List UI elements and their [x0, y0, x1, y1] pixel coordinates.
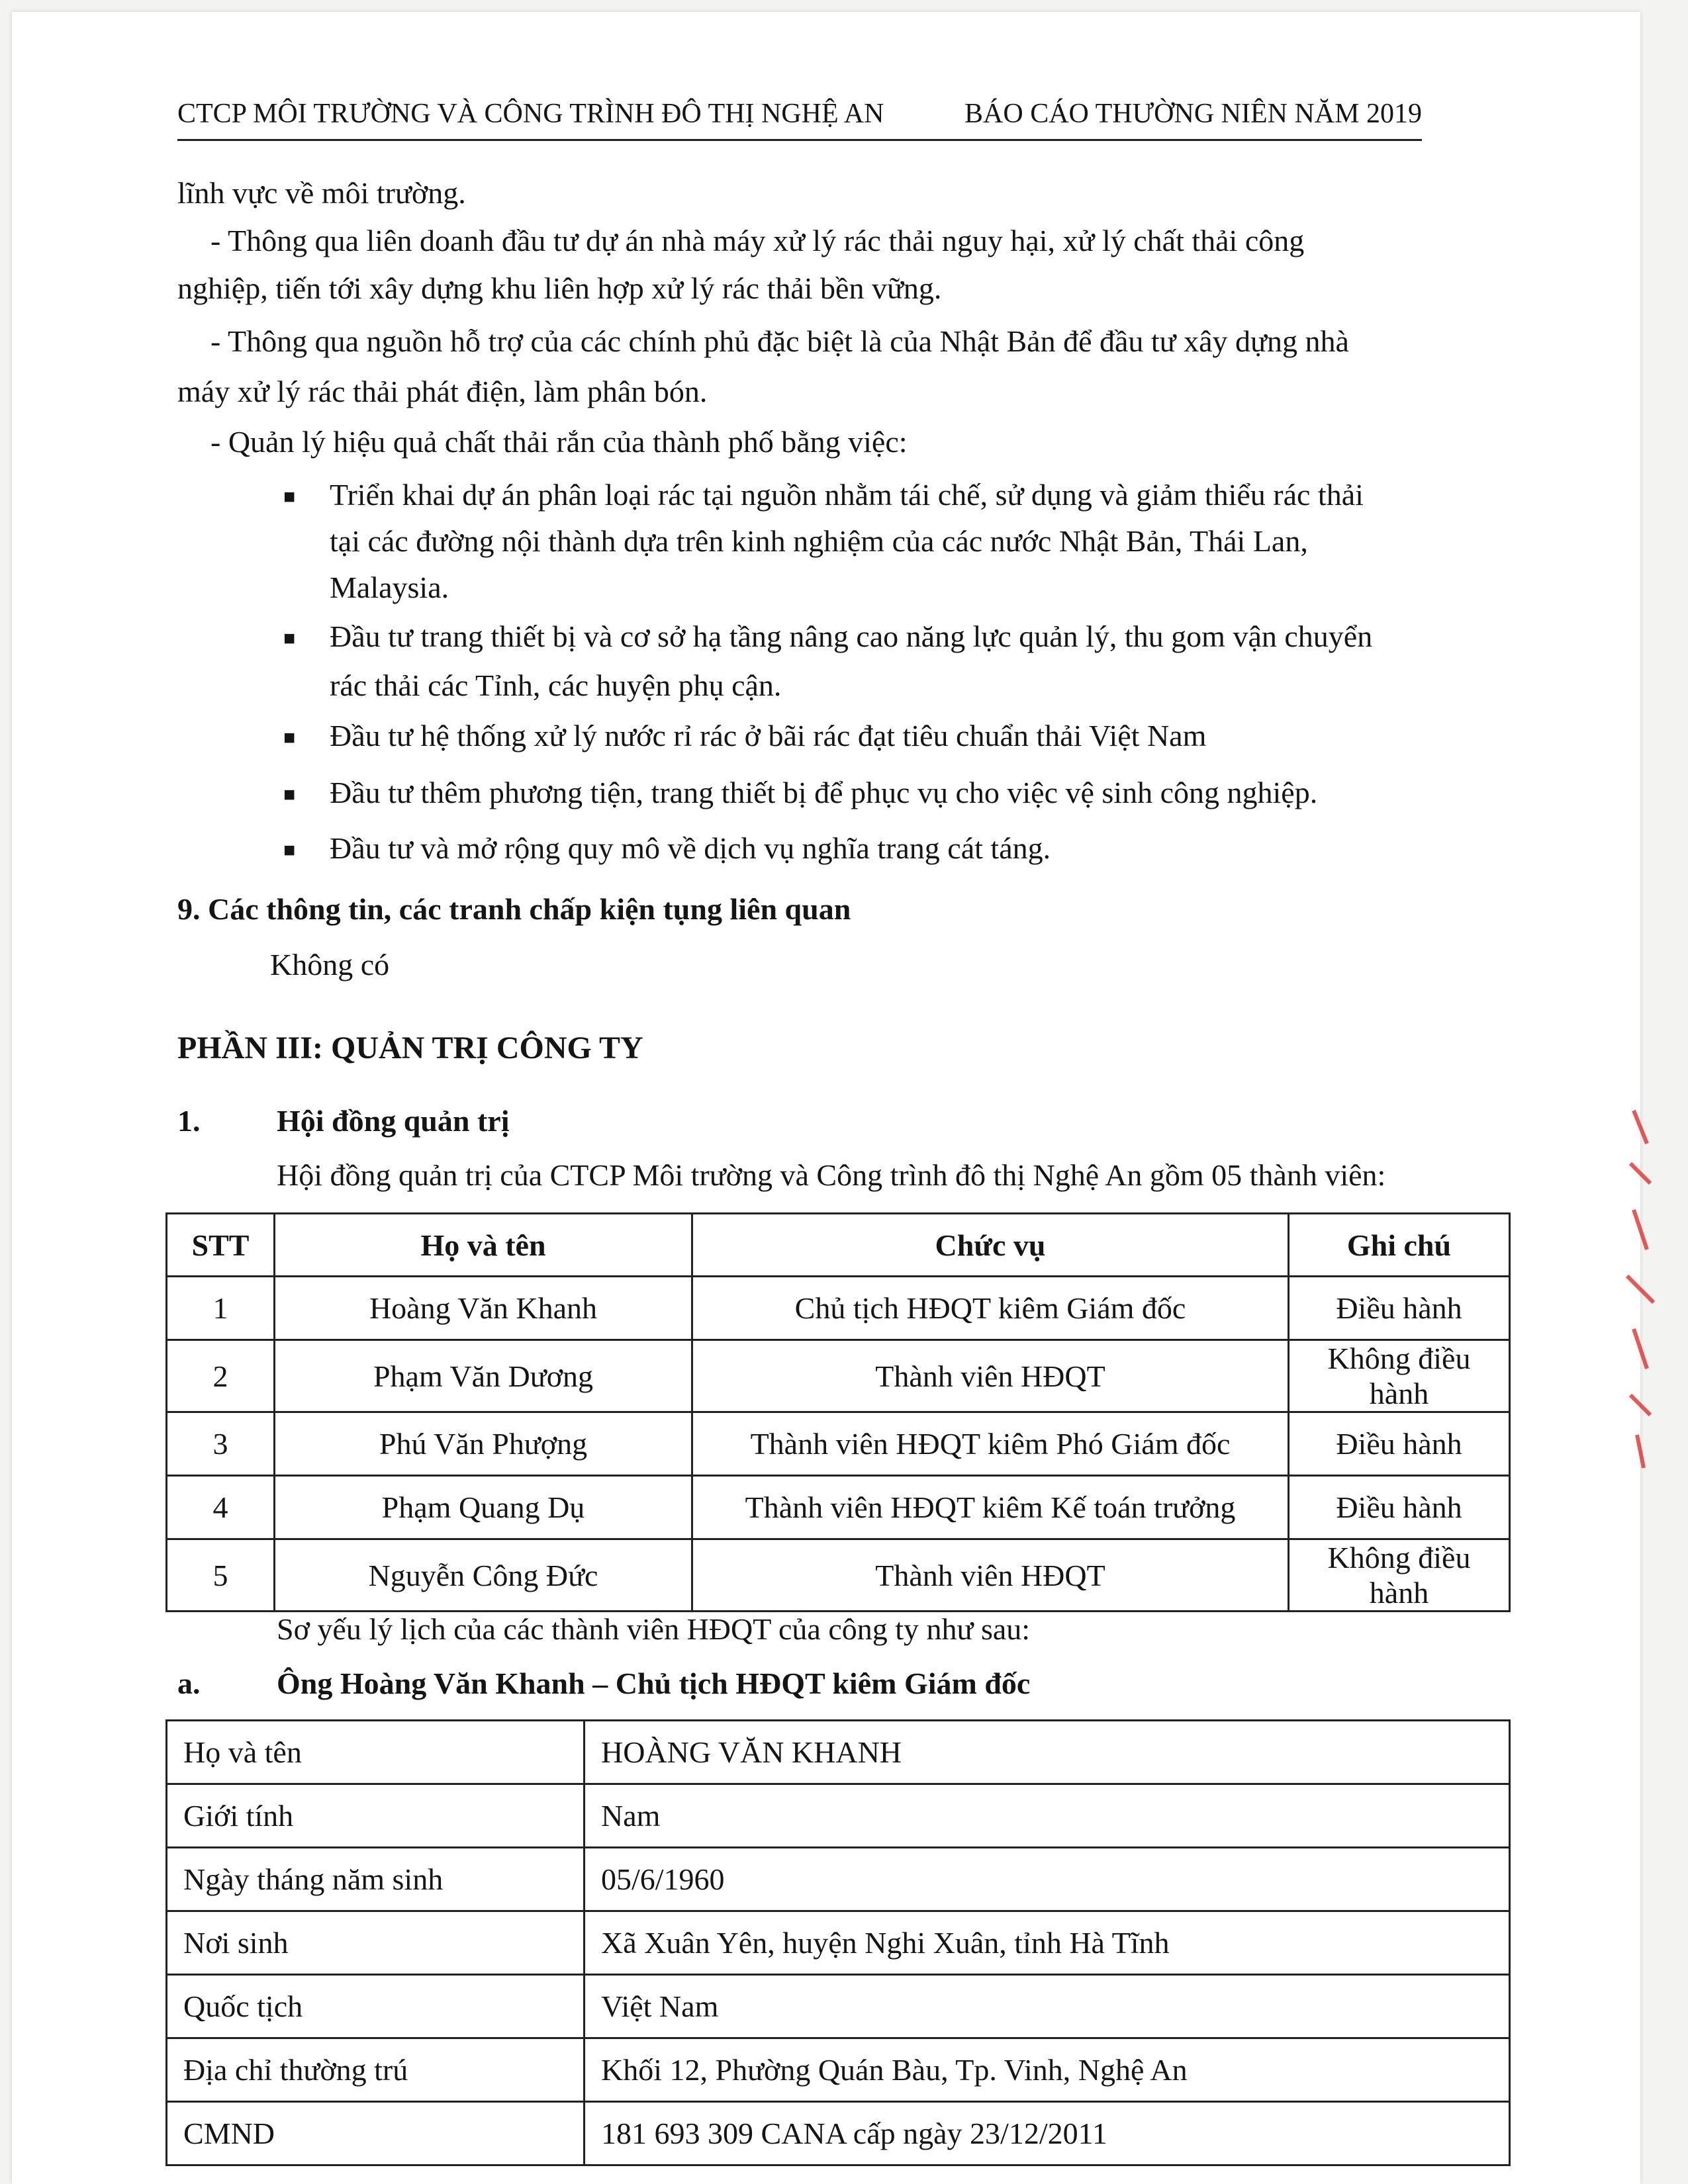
resume-a-title: Ông Hoàng Văn Khanh – Chủ tịch HĐQT kiêm Giám đốc — [277, 1666, 1031, 1700]
paragraph-joint-venture-2: nghiệp, tiến tới xây dựng khu liên hợp xử lý rác thải bền vững. — [177, 271, 942, 305]
bullet-5: Đầu tư và mở rộng quy mô về dịch vụ nghĩa trang cát táng. — [330, 831, 1051, 865]
resume-field-value: Khối 12, Phường Quán Bàu, Tp. Vinh, Nghệ An — [585, 2038, 1510, 2102]
resume-field-label: Địa chỉ thường trú — [167, 2038, 585, 2102]
column-header-name: Họ và tên — [275, 1214, 692, 1277]
resume-field-value: Xã Xuân Yên, huyện Nghi Xuân, tỉnh Hà Tĩnh — [585, 1911, 1510, 1975]
document-page — [12, 12, 1640, 2184]
bullet-square-icon: ■ — [283, 839, 296, 861]
resume-a-label: a. — [177, 1666, 201, 1700]
table-cell: Phạm Văn Dương — [275, 1340, 692, 1412]
table-cell: 4 — [167, 1476, 275, 1539]
table-cell: Không điều hành — [1289, 1539, 1510, 1612]
resume-table — [165, 1719, 1511, 2166]
table-cell: Điều hành — [1289, 1412, 1510, 1476]
resume-field-label: Nơi sinh — [167, 1911, 585, 1975]
table-cell: 5 — [167, 1539, 275, 1612]
resume-field-value: Nam — [585, 1784, 1510, 1848]
header-report-title: BÁO CÁO THƯỜNG NIÊN NĂM 2019 — [964, 99, 1422, 129]
table-cell: Không điều hành — [1289, 1340, 1510, 1412]
table-row — [167, 1476, 1510, 1539]
board-intro: Hội đồng quản trị của CTCP Môi trường và Công trình đô thị Nghệ An gồm 05 thành viên: — [277, 1158, 1386, 1192]
resume-intro: Sơ yếu lý lịch của các thành viên HĐQT của công ty như sau: — [277, 1612, 1031, 1646]
intro-line: lĩnh vực về môi trường. — [177, 176, 466, 210]
bullet-4: Đầu tư thêm phương tiện, trang thiết bị để phục vụ cho việc vệ sinh công nghiệp. — [330, 776, 1318, 809]
table-row — [167, 1721, 1510, 1784]
board-members-table — [165, 1212, 1511, 1612]
table-cell: 3 — [167, 1412, 275, 1476]
page-header — [177, 98, 1422, 141]
bullet-2-line-2: rác thải các Tỉnh, các huyện phụ cận. — [330, 668, 782, 702]
table-row — [167, 1784, 1510, 1848]
column-header-stt: STT — [167, 1214, 275, 1277]
paragraph-solid-waste: - Quản lý hiệu quả chất thải rắn của thành phố bằng việc: — [211, 425, 908, 459]
table-cell: 1 — [167, 1277, 275, 1340]
table-cell: Thành viên HĐQT — [692, 1340, 1289, 1412]
table-cell: Điều hành — [1289, 1277, 1510, 1340]
resume-field-label: Họ và tên — [167, 1721, 585, 1784]
bullet-square-icon: ■ — [283, 784, 296, 805]
paragraph-japan-support-2: máy xử lý rác thải phát điện, làm phân bón. — [177, 375, 708, 408]
resume-field-value: Việt Nam — [585, 1975, 1510, 2038]
stamp-icon — [1620, 1104, 1660, 1475]
table-cell: Chủ tịch HĐQT kiêm Giám đốc — [692, 1277, 1289, 1340]
bullet-3: Đầu tư hệ thống xử lý nước rỉ rác ở bãi rác đạt tiêu chuẩn thải Việt Nam — [330, 719, 1207, 752]
table-cell: Phú Văn Phượng — [275, 1412, 692, 1476]
table-cell: 2 — [167, 1340, 275, 1412]
table-cell: Nguyễn Công Đức — [275, 1539, 692, 1612]
red-stamp-mark — [1620, 1104, 1660, 1475]
section-1-heading: Hội đồng quản trị — [277, 1104, 510, 1138]
table-cell: Hoàng Văn Khanh — [275, 1277, 692, 1340]
header-company: CTCP MÔI TRƯỜNG VÀ CÔNG TRÌNH ĐÔ THỊ NGHỆ AN — [177, 99, 884, 129]
resume-field-label: Quốc tịch — [167, 1975, 585, 2038]
table-cell: Thành viên HĐQT kiêm Phó Giám đốc — [692, 1412, 1289, 1476]
resume-field-value: 181 693 309 CANA cấp ngày 23/12/2011 — [585, 2102, 1510, 2165]
column-header-note: Ghi chú — [1289, 1214, 1510, 1277]
table-row — [167, 2102, 1510, 2165]
table-row — [167, 1848, 1510, 1911]
table-cell: Phạm Quang Dụ — [275, 1476, 692, 1539]
bullet-square-icon: ■ — [283, 727, 296, 749]
resume-field-label: CMND — [167, 2102, 585, 2165]
section-9-heading: 9. Các thông tin, các tranh chấp kiện tụng liên quan — [177, 892, 851, 926]
resume-field-label: Giới tính — [167, 1784, 585, 1848]
bullet-1-line-3: Malaysia. — [330, 570, 449, 604]
table-row — [167, 1277, 1510, 1340]
bullet-square-icon: ■ — [283, 486, 296, 508]
paragraph-japan-support-1: - Thông qua nguồn hỗ trợ của các chính phủ đặc biệt là của Nhật Bản để đầu tư xây dựng nhà — [211, 324, 1349, 358]
table-header-row — [167, 1214, 1510, 1277]
bullet-2-line-1: Đầu tư trang thiết bị và cơ sở hạ tầng nâng cao năng lực quản lý, thu gom vận chuyển — [330, 619, 1373, 653]
table-row — [167, 1975, 1510, 2038]
paragraph-joint-venture-1: - Thông qua liên doanh đầu tư dự án nhà máy xử lý rác thải nguy hại, xử lý chất thải công — [211, 224, 1305, 257]
section-9-body: Không có — [270, 948, 390, 981]
table-row — [167, 2038, 1510, 2102]
table-cell: Thành viên HĐQT kiêm Kế toán trưởng — [692, 1476, 1289, 1539]
table-cell: Thành viên HĐQT — [692, 1539, 1289, 1612]
table-cell: Điều hành — [1289, 1476, 1510, 1539]
bullet-square-icon: ■ — [283, 627, 296, 649]
table-row — [167, 1412, 1510, 1476]
resume-field-value: 05/6/1960 — [585, 1848, 1510, 1911]
section-1-number: 1. — [177, 1104, 201, 1138]
resume-field-label: Ngày tháng năm sinh — [167, 1848, 585, 1911]
column-header-position: Chức vụ — [692, 1214, 1289, 1277]
bullet-1-line-2: tại các đường nội thành dựa trên kinh nghiệm của các nước Nhật Bản, Thái Lan, — [330, 524, 1308, 558]
table-row — [167, 1340, 1510, 1412]
part-3-heading: PHẦN III: QUẢN TRỊ CÔNG TY — [177, 1030, 643, 1066]
bullet-1-line-1: Triển khai dự án phân loại rác tại nguồn nhằm tái chế, sử dụng và giảm thiểu rác thải — [330, 478, 1364, 512]
table-row — [167, 1911, 1510, 1975]
table-row — [167, 1539, 1510, 1612]
resume-field-value: HOÀNG VĂN KHANH — [585, 1721, 1510, 1784]
